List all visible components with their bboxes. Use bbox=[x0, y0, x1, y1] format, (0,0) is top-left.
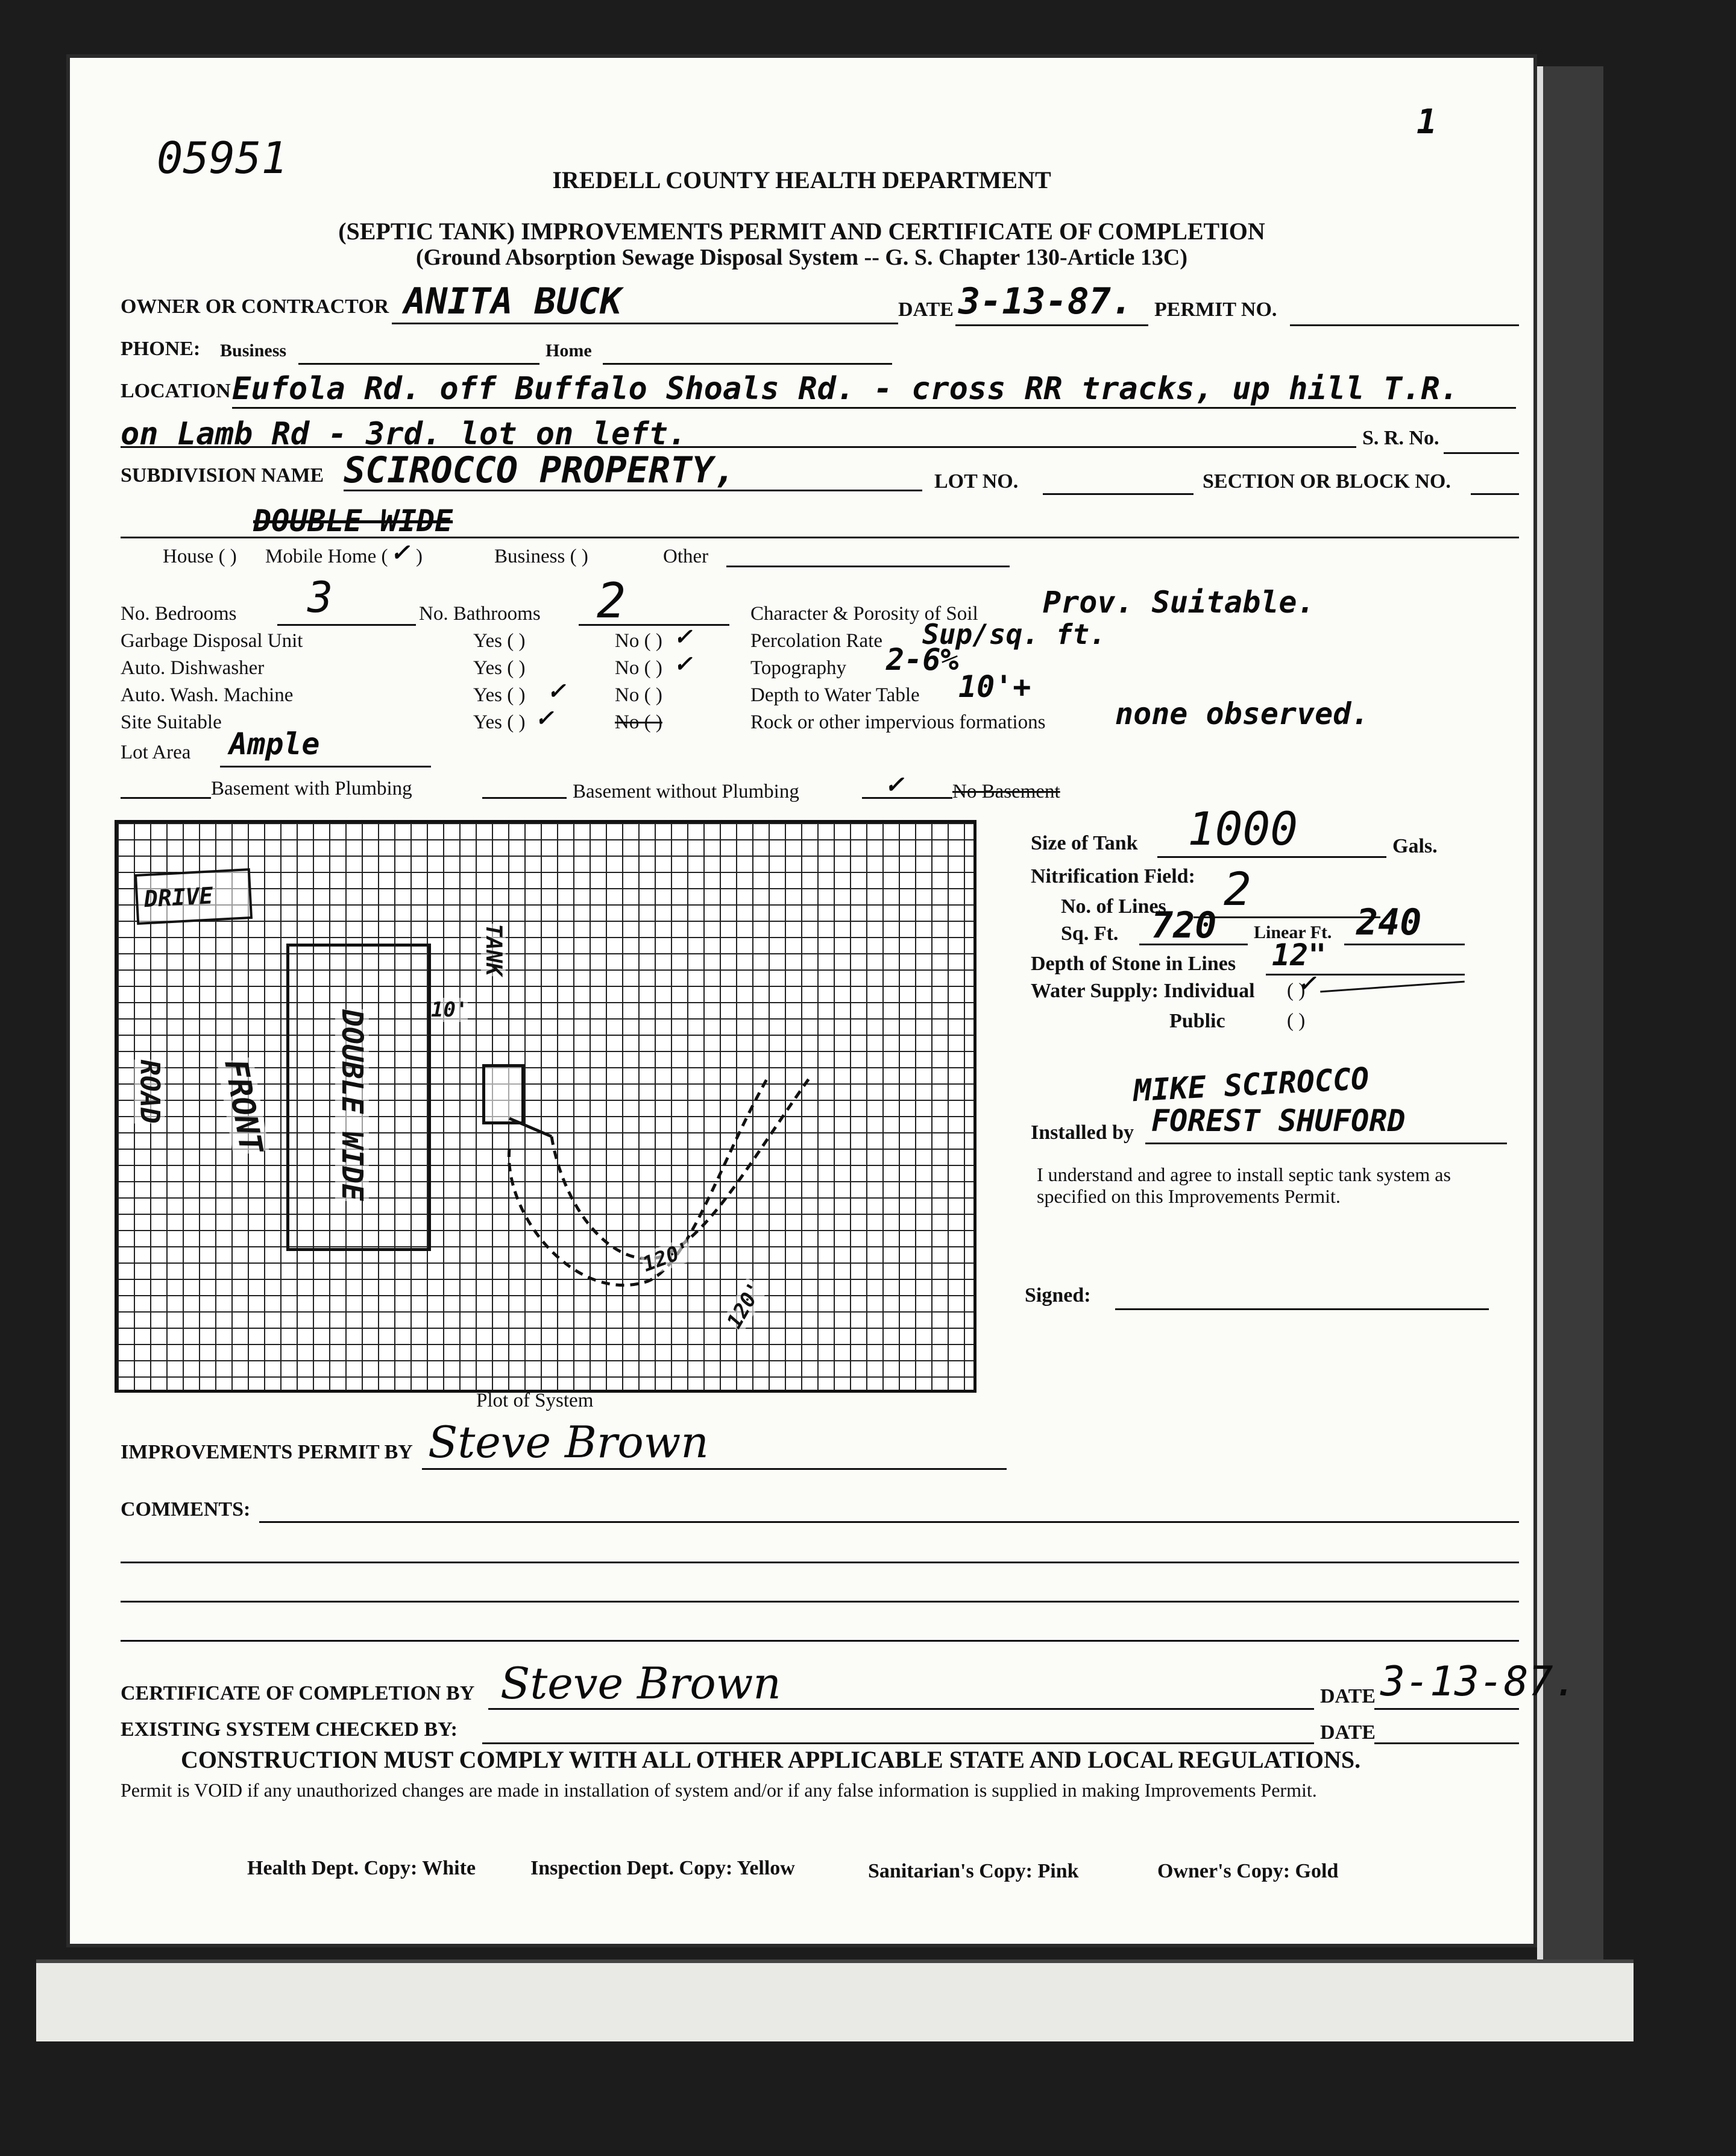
washer-no: No ( ) bbox=[615, 684, 662, 706]
sketch-distance-b: 120' bbox=[639, 1237, 694, 1277]
signed-label: Signed: bbox=[1025, 1284, 1091, 1307]
installer-line1: MIKE SCIROCCO bbox=[1132, 1061, 1370, 1109]
garbage-yes: Yes ( ) bbox=[473, 630, 526, 652]
character-value: Prov. Suitable. bbox=[1043, 585, 1315, 620]
topography-label: Topography bbox=[750, 657, 846, 679]
date-label: DATE bbox=[898, 298, 954, 321]
owner-value: ANITA BUCK bbox=[404, 280, 622, 323]
existing-date-label: DATE bbox=[1320, 1721, 1376, 1744]
percolation-value: Sup/sq. ft. bbox=[922, 618, 1106, 651]
cert-date-value: 3-13-87. bbox=[1380, 1658, 1578, 1706]
no-lines-label: No. of Lines bbox=[1061, 895, 1166, 918]
form-title: (SEPTIC TANK) IMPROVEMENTS PERMIT AND CERTIFICATE OF COMPLETION bbox=[338, 218, 1265, 245]
rock-label: Rock or other impervious formations bbox=[750, 711, 1046, 733]
existing-checked-label: EXISTING SYSTEM CHECKED BY: bbox=[121, 1718, 458, 1741]
construction-notice: CONSTRUCTION MUST COMPLY WITH ALL OTHER APPLICABLE STATE AND LOCAL REGULATIONS. bbox=[181, 1746, 1361, 1773]
business-type-label: Business ( ) bbox=[494, 546, 588, 567]
no-basement-check: ✓ bbox=[886, 769, 902, 799]
sketch-distance-a: 10' bbox=[431, 998, 468, 1022]
site-suitable-yes-check: ✓ bbox=[536, 702, 552, 732]
washer-yes-check: ✓ bbox=[549, 675, 564, 705]
mobile-home-close: ) bbox=[416, 546, 423, 567]
location-label: LOCATION bbox=[121, 380, 231, 402]
home-type-value: DOUBLE WIDE bbox=[253, 503, 453, 538]
basement-plumbing-label: Basement with Plumbing bbox=[211, 778, 412, 799]
percolation-label: Percolation Rate bbox=[750, 630, 883, 652]
phone-home-label: Home bbox=[546, 341, 592, 361]
public-paren: ( ) bbox=[1287, 1010, 1306, 1032]
nitrification-lines bbox=[118, 823, 973, 1390]
water-individual-check: ✓ bbox=[1299, 968, 1315, 997]
lot-area-value: Ample bbox=[229, 727, 320, 761]
garbage-no-check: ✓ bbox=[675, 621, 691, 651]
copy-health: Health Dept. Copy: White bbox=[247, 1857, 476, 1879]
cert-date-label: DATE bbox=[1320, 1685, 1376, 1707]
scan-bottom-edge bbox=[36, 1959, 1634, 2041]
sq-ft-value: 720 bbox=[1151, 904, 1217, 947]
topography-value: 2-6% bbox=[886, 642, 959, 677]
cert-signature: Steve Brown bbox=[500, 1658, 781, 1709]
site-suitable-label: Site Suitable bbox=[121, 711, 222, 733]
dishwasher-no: No ( ) bbox=[615, 657, 662, 679]
character-label: Character & Porosity of Soil bbox=[750, 603, 978, 625]
installed-by-label: Installed by bbox=[1031, 1121, 1134, 1144]
mobile-home-check: ✓ bbox=[392, 537, 408, 567]
department-title: IREDELL COUNTY HEALTH DEPARTMENT bbox=[552, 166, 1051, 194]
site-suitable-no: No ( ) bbox=[615, 711, 662, 733]
location-line2: on Lamb Rd - 3rd. lot on left. bbox=[121, 416, 687, 452]
improvements-by-label: IMPROVEMENTS PERMIT BY bbox=[121, 1441, 413, 1463]
permit-no-label: PERMIT NO. bbox=[1154, 298, 1277, 321]
void-notice: Permit is VOID if any unauthorized changes are made in installation of system and/or if any false information is supplied in making Improvements Permit. bbox=[121, 1779, 1317, 1801]
water-individual-paren: ( ) bbox=[1287, 980, 1306, 1001]
water-supply-label: Water Supply: Individual bbox=[1031, 980, 1255, 1002]
cert-completion-label: CERTIFICATE OF COMPLETION BY bbox=[121, 1682, 475, 1704]
agreement-text: I understand and agree to install septic tank system as specified on this Improvements Permit. bbox=[1037, 1164, 1451, 1207]
location-line1: Eufola Rd. off Buffalo Shoals Rd. - cross RR tracks, up hill T.R. bbox=[232, 371, 1459, 407]
sketch-tank-label: TANK bbox=[480, 924, 506, 976]
washer-label: Auto. Wash. Machine bbox=[121, 684, 294, 706]
basement-no-plumbing-label: Basement without Plumbing bbox=[573, 781, 799, 802]
copy-inspection: Inspection Dept. Copy: Yellow bbox=[530, 1857, 795, 1879]
no-basement-label: No Basement bbox=[952, 781, 1060, 802]
phone-label: PHONE: bbox=[121, 338, 201, 360]
sr-no-label: S. R. No. bbox=[1362, 427, 1439, 449]
no-lines-value: 2 bbox=[1224, 862, 1251, 916]
depth-stone-value: 12" bbox=[1272, 938, 1327, 972]
sketch-road-label: ROAD bbox=[134, 1059, 165, 1124]
nitrification-label: Nitrification Field: bbox=[1031, 865, 1195, 887]
water-table-label: Depth to Water Table bbox=[750, 684, 920, 706]
gals-label: Gals. bbox=[1392, 835, 1438, 857]
dishwasher-yes: Yes ( ) bbox=[473, 657, 526, 679]
date-value: 3-13-87. bbox=[958, 280, 1133, 323]
linear-ft-label: Linear Ft. bbox=[1254, 922, 1332, 942]
file-number: 05951 bbox=[157, 133, 288, 183]
owner-label: OWNER OR CONTRACTOR bbox=[121, 295, 389, 318]
comments-label: COMMENTS: bbox=[121, 1498, 251, 1521]
dishwasher-label: Auto. Dishwasher bbox=[121, 657, 265, 679]
tank-size-value: 1000 bbox=[1187, 802, 1298, 856]
public-label: Public bbox=[1169, 1010, 1225, 1032]
bedrooms-label: No. Bedrooms bbox=[121, 603, 237, 625]
sketch-drive-label: DRIVE bbox=[134, 868, 253, 925]
sketch-double-wide-label: DOUBLE WIDE bbox=[335, 1009, 369, 1201]
washer-yes: Yes ( ) bbox=[473, 684, 526, 706]
garbage-no: No ( ) bbox=[615, 630, 662, 652]
mobile-home-label: Mobile Home ( bbox=[265, 546, 388, 567]
sketch-distance-c: 120' bbox=[722, 1278, 768, 1333]
garbage-label: Garbage Disposal Unit bbox=[121, 630, 303, 652]
sq-ft-label: Sq. Ft. bbox=[1061, 922, 1119, 945]
plot-label: Plot of System bbox=[476, 1390, 594, 1411]
subdivision-label: SUBDIVISION NAME bbox=[121, 464, 324, 487]
permit-page bbox=[66, 54, 1578, 1947]
linear-ft-value: 240 bbox=[1356, 901, 1422, 944]
house-label: House ( ) bbox=[163, 546, 237, 567]
depth-stone-label: Depth of Stone in Lines bbox=[1031, 953, 1236, 975]
size-tank-label: Size of Tank bbox=[1031, 832, 1138, 854]
plot-grid bbox=[115, 820, 976, 1393]
copy-sanitarian: Sanitarian's Copy: Pink bbox=[868, 1860, 1079, 1882]
site-suitable-yes: Yes ( ) bbox=[473, 711, 526, 733]
bathrooms-label: No. Bathrooms bbox=[419, 603, 541, 625]
bathrooms-value: 2 bbox=[597, 573, 626, 629]
improvements-signature: Steve Brown bbox=[428, 1417, 709, 1467]
form-subtitle: (Ground Absorption Sewage Disposal System -- G. S. Chapter 130-Article 13C) bbox=[415, 245, 1188, 270]
water-table-value: 10'+ bbox=[958, 669, 1031, 704]
rock-value: none observed. bbox=[1115, 696, 1370, 731]
copy-owner: Owner's Copy: Gold bbox=[1157, 1860, 1339, 1882]
section-block-label: SECTION OR BLOCK NO. bbox=[1203, 470, 1451, 493]
other-label: Other bbox=[663, 546, 709, 567]
page-number: 1 bbox=[1417, 102, 1437, 142]
installer-line2: FOREST SHUFORD bbox=[1151, 1103, 1406, 1138]
dishwasher-no-check: ✓ bbox=[675, 648, 691, 678]
subdivision-value: SCIROCCO PROPERTY, bbox=[344, 449, 736, 491]
phone-business-label: Business bbox=[220, 341, 287, 361]
lot-no-label: LOT NO. bbox=[934, 470, 1019, 493]
lot-area-label: Lot Area bbox=[121, 742, 191, 763]
bedrooms-value: 3 bbox=[307, 573, 333, 622]
sketch-front-label: FRONT bbox=[217, 1056, 269, 1156]
